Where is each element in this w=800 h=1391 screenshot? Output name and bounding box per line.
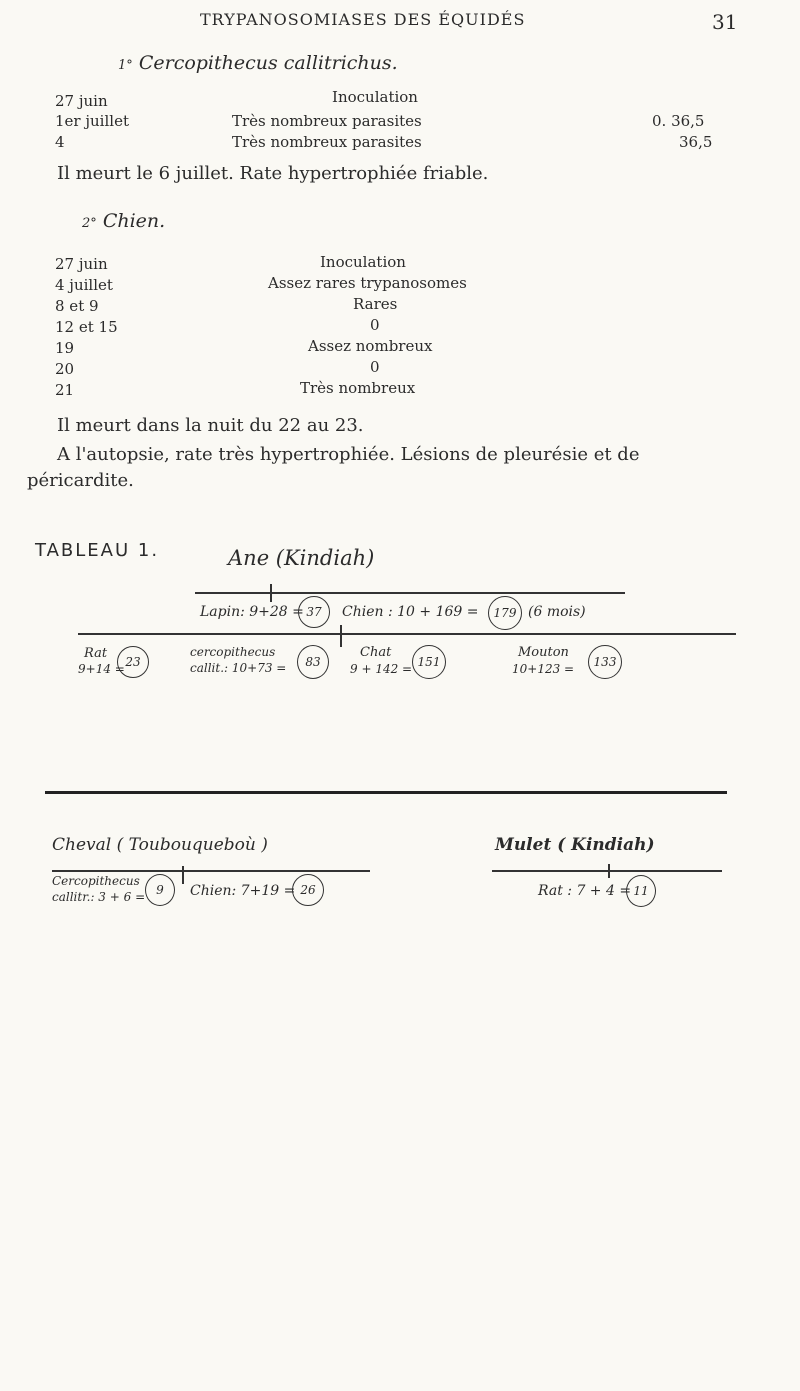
s2-obs-6: Très nombreux <box>300 379 416 397</box>
running-header: TRYPANOSOMIASES DES ÉQUIDÉS <box>200 10 526 29</box>
cheval-chien-circle: 26 <box>292 874 324 906</box>
s2-date-2: 8 et 9 <box>55 297 99 315</box>
s2-obs-0: Inoculation <box>320 253 406 271</box>
s2-date-1: 4 juillet <box>55 276 113 294</box>
cheval-cerco-circle: 9 <box>145 874 175 906</box>
section2-para2-line1: A l'autopsie, rate très hypertrophiée. Lésions de pleurésie et de <box>57 444 640 465</box>
s2-date-0: 27 juin <box>55 255 108 273</box>
chat-circle: 151 <box>412 645 446 679</box>
cheval-cerco-t2: callitr.: 3 + 6 = <box>52 890 146 904</box>
lapin-text: Lapin: 9+28 = <box>200 604 304 620</box>
mulet-rat-circle: 11 <box>626 875 656 907</box>
section2-title: Chien. <box>102 210 166 232</box>
section1-conclusion: Il meurt le 6 juillet. Rate hypertrophiée friable. <box>57 163 489 184</box>
s1-date-0: 27 juin <box>55 92 108 110</box>
rat-circle: 23 <box>117 646 149 678</box>
section1-title: Cercopithecus callitrichus. <box>138 52 398 74</box>
cheval-tick <box>182 866 184 884</box>
s2-obs-4: Assez nombreux <box>308 337 433 355</box>
tableau-root: Ane (Kindiah) <box>228 546 375 570</box>
s2-obs-2: Rares <box>353 295 398 313</box>
mouton-circle: 133 <box>588 645 622 679</box>
page-number: 31 <box>712 10 738 34</box>
s2-obs-3: 0 <box>370 316 380 334</box>
s1-date-2: 4 <box>55 133 65 151</box>
section2-para1: Il meurt dans la nuit du 22 au 23. <box>57 415 364 436</box>
mulet-tick <box>608 864 610 878</box>
rat-t1: Rat <box>84 646 108 661</box>
tableau-top-tick <box>270 584 272 602</box>
chat-t1: Chat <box>360 645 392 660</box>
lapin-circle: 37 <box>298 596 330 628</box>
section1-heading <box>118 52 398 74</box>
mulet-rat-text: Rat : 7 + 4 = <box>538 883 632 899</box>
mouton-t1: Mouton <box>518 645 569 660</box>
cerco-circle: 83 <box>297 645 329 679</box>
cheval-cerco-t1: Cercopithecus <box>52 874 140 888</box>
section2-ordinal: 2° <box>82 216 97 231</box>
chien-circle: 179 <box>488 596 522 630</box>
cheval-rule <box>52 870 370 872</box>
mulet-title: Mulet ( Kindiah) <box>495 835 655 855</box>
mouton-t2: 10+123 = <box>512 662 575 676</box>
section2-heading <box>82 210 165 232</box>
s1-val-2: 36,5 <box>679 133 713 151</box>
s1-obs-2: Très nombreux parasites <box>232 133 422 151</box>
section2-para2-line2: péricardite. <box>27 470 134 491</box>
s2-obs-1: Assez rares trypanosomes <box>268 274 467 292</box>
tableau-mid-tick <box>340 625 342 647</box>
cheval-chien-text: Chien: 7+19 = <box>190 883 296 899</box>
chien-note: (6 mois) <box>528 604 586 620</box>
s2-date-4: 19 <box>55 339 75 357</box>
rat-t2: 9+14 = <box>78 662 125 676</box>
tableau-mid-rule <box>78 633 736 635</box>
chien-text: Chien : 10 + 169 = <box>342 604 479 620</box>
section1-ordinal: 1° <box>118 58 133 73</box>
mulet-rule <box>492 870 722 872</box>
cerco-t2: callit.: 10+73 = <box>190 661 287 675</box>
s2-date-3: 12 et 15 <box>55 318 118 336</box>
cerco-t1: cercopithecus <box>190 645 276 659</box>
chat-t2: 9 + 142 = <box>350 662 413 676</box>
tableau-top-rule <box>195 592 625 594</box>
s1-val-1: 0. 36,5 <box>652 112 705 130</box>
s2-date-5: 20 <box>55 360 75 378</box>
tableau-label: TABLEAU 1. <box>35 540 160 561</box>
s2-date-6: 21 <box>55 381 75 399</box>
page-rule <box>45 791 727 794</box>
s1-obs-0: Inoculation <box>332 88 418 106</box>
s1-date-1: 1er juillet <box>55 112 129 130</box>
s2-obs-5: 0 <box>370 358 380 376</box>
s1-obs-1: Très nombreux parasites <box>232 112 422 130</box>
cheval-title: Cheval ( Toubouqueboù ) <box>52 835 268 855</box>
